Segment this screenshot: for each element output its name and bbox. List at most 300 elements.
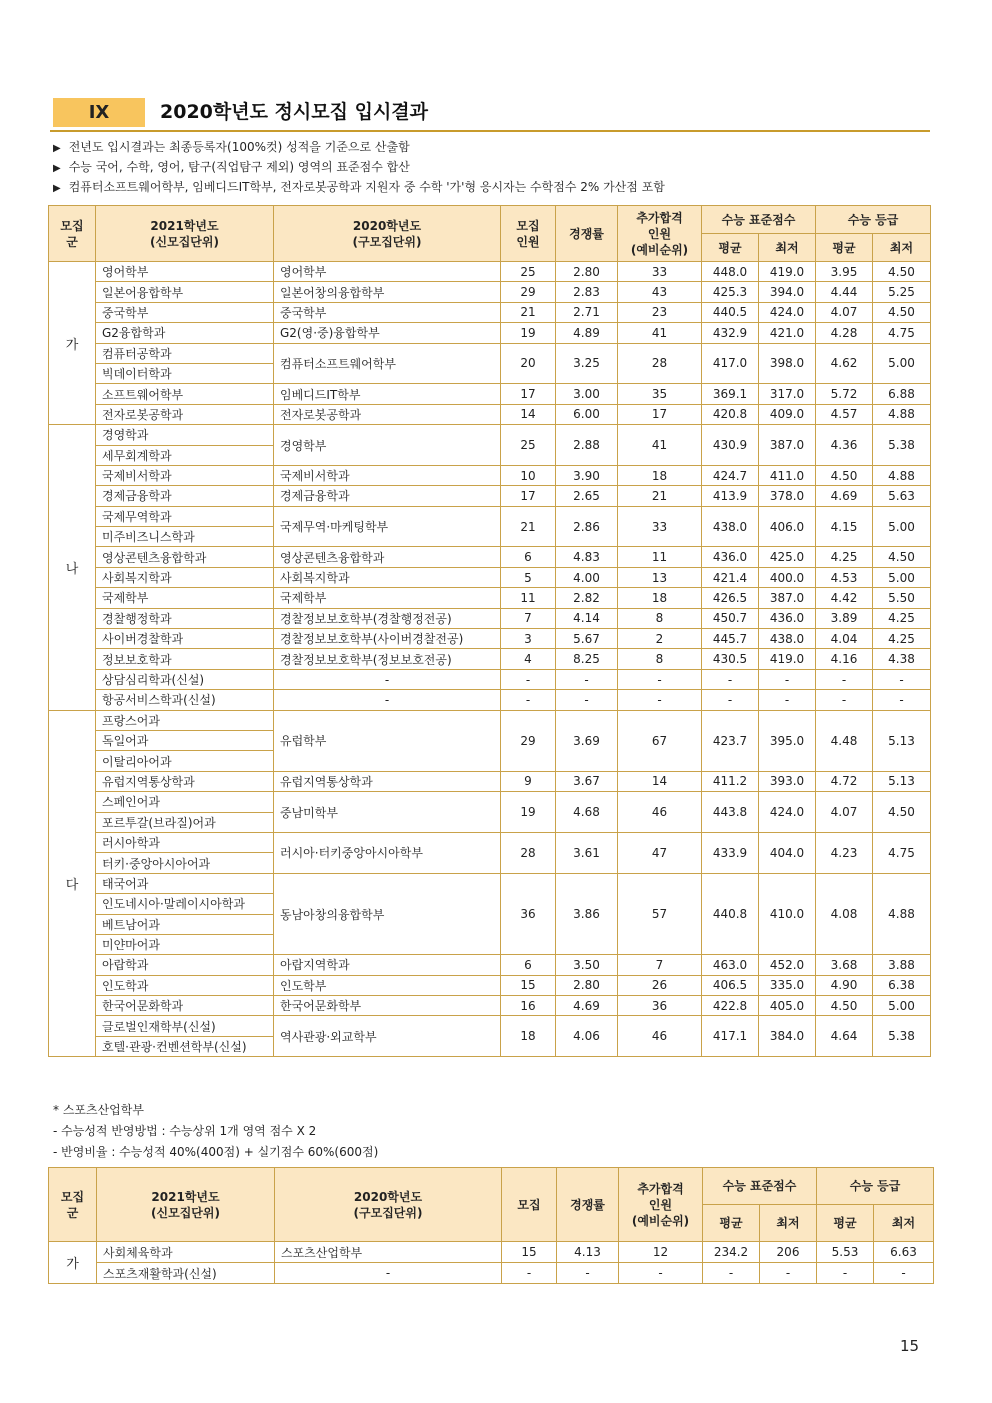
std-min-cell: 393.0 bbox=[759, 771, 816, 791]
header-quota: 모집 bbox=[502, 1168, 557, 1242]
grade-avg-cell: 4.69 bbox=[816, 486, 873, 506]
std-min-cell: 387.0 bbox=[759, 425, 816, 466]
extra-cell: 11 bbox=[618, 547, 702, 567]
dept-2021-cell: 영어학부 bbox=[96, 262, 274, 282]
grade-min-cell: 6.63 bbox=[874, 1242, 934, 1263]
table-row bbox=[49, 425, 931, 445]
grade-avg-cell: 4.16 bbox=[816, 649, 873, 669]
quota-cell: 14 bbox=[501, 404, 556, 424]
admission-results-table bbox=[48, 205, 931, 1057]
dept-2020-cell: 역사관광·외교학부 bbox=[274, 1016, 501, 1057]
dept-2021-cell: 사회체육학과 bbox=[97, 1242, 275, 1263]
grade-avg-cell: 4.04 bbox=[816, 629, 873, 649]
grade-min-cell: 4.50 bbox=[873, 547, 931, 567]
dept-2020-cell: 국제학부 bbox=[274, 588, 501, 608]
std-avg-cell: 438.0 bbox=[702, 506, 759, 547]
dept-2021-cell: 미얀마어과 bbox=[96, 934, 274, 954]
std-min-cell: - bbox=[759, 690, 816, 710]
std-min-cell: 398.0 bbox=[759, 343, 816, 384]
table-row bbox=[49, 996, 931, 1016]
table-row bbox=[49, 832, 931, 852]
ratio-cell: 4.83 bbox=[556, 547, 618, 567]
header-dept-2020: 2020학년도 (구모집단위) bbox=[274, 206, 501, 262]
grade-min-cell: 5.25 bbox=[873, 282, 931, 302]
grade-avg-cell: 4.36 bbox=[816, 425, 873, 466]
quota-cell: 6 bbox=[501, 955, 556, 975]
extra-cell: 18 bbox=[618, 588, 702, 608]
dept-2020-cell: 인도학부 bbox=[274, 975, 501, 995]
ratio-cell: 6.00 bbox=[556, 404, 618, 424]
table-row bbox=[49, 323, 931, 343]
dept-2021-cell: 일본어융합학부 bbox=[96, 282, 274, 302]
header-dept-2021: 2021학년도 (신모집단위) bbox=[96, 206, 274, 262]
std-avg-cell: 430.9 bbox=[702, 425, 759, 466]
std-avg-cell: - bbox=[702, 669, 759, 689]
std-min-cell: 387.0 bbox=[759, 588, 816, 608]
table-row bbox=[49, 975, 931, 995]
dept-2021-cell: 이탈리아어과 bbox=[96, 751, 274, 771]
dept-2021-cell: 사회복지학과 bbox=[96, 567, 274, 587]
table-row bbox=[49, 710, 931, 730]
extra-cell: 23 bbox=[618, 302, 702, 322]
dept-2020-cell: 한국어문화학부 bbox=[274, 996, 501, 1016]
std-min-cell: - bbox=[759, 669, 816, 689]
extra-cell: 67 bbox=[618, 710, 702, 771]
header-std-avg: 평균 bbox=[703, 1205, 760, 1242]
extra-cell: 2 bbox=[618, 629, 702, 649]
page-number: 15 bbox=[900, 1337, 920, 1355]
dept-2020-cell: 동남아창의융합학부 bbox=[274, 873, 501, 955]
extra-cell: 17 bbox=[618, 404, 702, 424]
dept-2021-cell: 스페인어과 bbox=[96, 792, 274, 812]
std-avg-cell: 440.8 bbox=[702, 873, 759, 955]
dept-2020-cell: 중남미학부 bbox=[274, 792, 501, 833]
dept-2021-cell: 인도학과 bbox=[96, 975, 274, 995]
grade-avg-cell: 4.08 bbox=[816, 873, 873, 955]
quota-cell: 25 bbox=[501, 262, 556, 282]
std-avg-cell: 436.0 bbox=[702, 547, 759, 567]
quota-cell: 17 bbox=[501, 486, 556, 506]
extra-cell: 47 bbox=[618, 832, 702, 873]
extra-cell: 14 bbox=[618, 771, 702, 791]
table-row bbox=[49, 404, 931, 424]
header-group: 모집 군 bbox=[49, 1168, 97, 1242]
std-min-cell: 400.0 bbox=[759, 567, 816, 587]
extra-cell: 18 bbox=[618, 465, 702, 485]
grade-min-cell: 4.25 bbox=[873, 608, 931, 628]
extra-cell: 33 bbox=[618, 506, 702, 547]
quota-cell: 18 bbox=[501, 1016, 556, 1057]
std-min-cell: 438.0 bbox=[759, 629, 816, 649]
table-row bbox=[49, 669, 931, 689]
std-min-cell: 410.0 bbox=[759, 873, 816, 955]
ratio-cell: 5.67 bbox=[556, 629, 618, 649]
extra-cell: 46 bbox=[618, 1016, 702, 1057]
grade-min-cell: 5.38 bbox=[873, 1016, 931, 1057]
dept-2021-cell: 한국어문화학과 bbox=[96, 996, 274, 1016]
grade-avg-cell: 4.48 bbox=[816, 710, 873, 771]
dept-2020-cell: 컴퓨터소프트웨어학부 bbox=[274, 343, 501, 384]
extra-cell: 43 bbox=[618, 282, 702, 302]
table-row bbox=[49, 873, 931, 893]
std-avg-cell: 430.5 bbox=[702, 649, 759, 669]
table-row bbox=[49, 302, 931, 322]
ratio-cell: 2.71 bbox=[556, 302, 618, 322]
dept-2020-cell: 경찰정보보호학부(경찰행정전공) bbox=[274, 608, 501, 628]
header-grade-avg: 평균 bbox=[816, 234, 873, 262]
header-dept-2021: 2021학년도 (신모집단위) bbox=[97, 1168, 275, 1242]
dept-2021-cell: 전자로봇공학과 bbox=[96, 404, 274, 424]
ratio-cell: 4.14 bbox=[556, 608, 618, 628]
ratio-cell: 3.50 bbox=[556, 955, 618, 975]
dept-2020-cell: 임베디드IT학부 bbox=[274, 384, 501, 404]
ratio-cell: 3.69 bbox=[556, 710, 618, 771]
table-row bbox=[49, 384, 931, 404]
std-avg-cell: 463.0 bbox=[702, 955, 759, 975]
extra-cell: 12 bbox=[619, 1242, 703, 1263]
grade-min-cell: 4.50 bbox=[873, 262, 931, 282]
header-std-score: 수능 표준점수 bbox=[702, 206, 816, 234]
group-cell: 나 bbox=[49, 425, 96, 710]
dept-2021-cell: 국제학부 bbox=[96, 588, 274, 608]
ratio-cell: 4.00 bbox=[556, 567, 618, 587]
extra-cell: - bbox=[618, 690, 702, 710]
quota-cell: 9 bbox=[501, 771, 556, 791]
extra-cell: 26 bbox=[618, 975, 702, 995]
dept-2021-cell: 항공서비스학과(신설) bbox=[96, 690, 274, 710]
dept-2021-cell: 유럽지역통상학과 bbox=[96, 771, 274, 791]
quota-cell: 3 bbox=[501, 629, 556, 649]
dept-2020-cell: 스포츠산업학부 bbox=[275, 1242, 502, 1263]
quota-cell: - bbox=[502, 1263, 557, 1284]
std-avg-cell: 417.1 bbox=[702, 1016, 759, 1057]
header-grade-avg: 평균 bbox=[817, 1205, 874, 1242]
note-item: ▶ 컴퓨터소프트웨어학부, 임베디드IT학부, 전자로봇공학과 지원자 중 수학 '가'형 응시자는 수학점수 2% 가산점 포함 bbox=[53, 180, 665, 194]
std-min-cell: 206 bbox=[760, 1242, 817, 1263]
header-extra: 추가합격 인원 (예비순위) bbox=[619, 1168, 703, 1242]
dept-2020-cell: 유럽학부 bbox=[274, 710, 501, 771]
dept-2021-cell: 경영학과 bbox=[96, 425, 274, 445]
table-row bbox=[49, 486, 931, 506]
grade-min-cell: 4.38 bbox=[873, 649, 931, 669]
std-min-cell: 419.0 bbox=[759, 262, 816, 282]
page-title: 2020학년도 정시모집 입시결과 bbox=[160, 101, 429, 123]
quota-cell: 6 bbox=[501, 547, 556, 567]
std-min-cell: 425.0 bbox=[759, 547, 816, 567]
std-avg-cell: 369.1 bbox=[702, 384, 759, 404]
ratio-cell: - bbox=[556, 690, 618, 710]
std-min-cell: 317.0 bbox=[759, 384, 816, 404]
grade-min-cell: 5.00 bbox=[873, 567, 931, 587]
std-avg-cell: 443.8 bbox=[702, 792, 759, 833]
dept-2020-cell: 국제비서학과 bbox=[274, 465, 501, 485]
dept-2021-cell: 터키·중앙아시아어과 bbox=[96, 853, 274, 873]
grade-avg-cell: 4.50 bbox=[816, 996, 873, 1016]
std-avg-cell: 425.3 bbox=[702, 282, 759, 302]
grade-avg-cell: 4.28 bbox=[816, 323, 873, 343]
std-avg-cell: 422.8 bbox=[702, 996, 759, 1016]
note-item: ▶ 수능 국어, 수학, 영어, 탐구(직업탐구 제외) 영역의 표준점수 합산 bbox=[53, 160, 410, 174]
grade-avg-cell: - bbox=[816, 669, 873, 689]
ratio-cell: 3.67 bbox=[556, 771, 618, 791]
dept-2021-cell: 세무회계학과 bbox=[96, 445, 274, 465]
grade-avg-cell: 4.57 bbox=[816, 404, 873, 424]
header-ratio: 경쟁률 bbox=[556, 206, 618, 262]
grade-min-cell: 5.00 bbox=[873, 506, 931, 547]
std-avg-cell: 450.7 bbox=[702, 608, 759, 628]
std-avg-cell: 423.7 bbox=[702, 710, 759, 771]
dept-2020-cell: 러시아·터키중앙아시아학부 bbox=[274, 832, 501, 873]
ratio-cell: 8.25 bbox=[556, 649, 618, 669]
ratio-cell: 2.88 bbox=[556, 425, 618, 466]
dept-2020-cell: 경찰정보보호학부(사이버경찰전공) bbox=[274, 629, 501, 649]
ratio-cell: - bbox=[557, 1263, 619, 1284]
extra-cell: 41 bbox=[618, 425, 702, 466]
dept-2021-cell: 경찰행정학과 bbox=[96, 608, 274, 628]
quota-cell: 21 bbox=[501, 506, 556, 547]
std-min-cell: 411.0 bbox=[759, 465, 816, 485]
dept-2021-cell: 글로벌인재학부(신설) bbox=[96, 1016, 274, 1036]
std-min-cell: 394.0 bbox=[759, 282, 816, 302]
grade-min-cell: 5.00 bbox=[873, 343, 931, 384]
dept-2021-cell: 독일어과 bbox=[96, 730, 274, 750]
ratio-cell: 2.80 bbox=[556, 975, 618, 995]
header-extra: 추가합격 인원 (예비순위) bbox=[618, 206, 702, 262]
dept-2021-cell: 포르투갈(브라질)어과 bbox=[96, 812, 274, 832]
dept-2021-cell: 태국어과 bbox=[96, 873, 274, 893]
sports-note: * 스포츠산업학부 bbox=[53, 1103, 144, 1117]
header-group: 모집 군 bbox=[49, 206, 96, 262]
std-min-cell: 335.0 bbox=[759, 975, 816, 995]
extra-cell: 57 bbox=[618, 873, 702, 955]
std-avg-cell: 445.7 bbox=[702, 629, 759, 649]
ratio-cell: 3.00 bbox=[556, 384, 618, 404]
std-avg-cell: 234.2 bbox=[703, 1242, 760, 1263]
dept-2021-cell: 국제무역학과 bbox=[96, 506, 274, 526]
extra-cell: 33 bbox=[618, 262, 702, 282]
ratio-cell: 2.83 bbox=[556, 282, 618, 302]
std-avg-cell: 411.2 bbox=[702, 771, 759, 791]
quota-cell: 17 bbox=[501, 384, 556, 404]
grade-avg-cell: 4.72 bbox=[816, 771, 873, 791]
grade-avg-cell: 3.89 bbox=[816, 608, 873, 628]
grade-min-cell: 4.88 bbox=[873, 465, 931, 485]
ratio-cell: 2.65 bbox=[556, 486, 618, 506]
ratio-cell: 4.68 bbox=[556, 792, 618, 833]
grade-avg-cell: 4.53 bbox=[816, 567, 873, 587]
grade-min-cell: 5.00 bbox=[873, 996, 931, 1016]
section-number-box bbox=[53, 98, 145, 127]
grade-min-cell: 6.38 bbox=[873, 975, 931, 995]
dept-2021-cell: 스포츠재활학과(신설) bbox=[97, 1263, 275, 1284]
group-cell: 가 bbox=[49, 262, 96, 425]
std-avg-cell: 417.0 bbox=[702, 343, 759, 384]
grade-avg-cell: 4.64 bbox=[816, 1016, 873, 1057]
std-avg-cell: 440.5 bbox=[702, 302, 759, 322]
extra-cell: 8 bbox=[618, 649, 702, 669]
table-row bbox=[49, 1242, 934, 1263]
dept-2020-cell: 영상콘텐츠융합학과 bbox=[274, 547, 501, 567]
quota-cell: 4 bbox=[501, 649, 556, 669]
grade-min-cell: 6.88 bbox=[873, 384, 931, 404]
table-row bbox=[49, 588, 931, 608]
dept-2021-cell: 러시아학과 bbox=[96, 832, 274, 852]
dept-2021-cell: 인도네시아·말레이시아학과 bbox=[96, 894, 274, 914]
quota-cell: 16 bbox=[501, 996, 556, 1016]
ratio-cell: 3.86 bbox=[556, 873, 618, 955]
ratio-cell: - bbox=[556, 669, 618, 689]
grade-avg-cell: 4.07 bbox=[816, 302, 873, 322]
grade-avg-cell: 4.50 bbox=[816, 465, 873, 485]
sports-results-table bbox=[48, 1167, 934, 1284]
dept-2021-cell: 호텔·관광·컨벤션학부(신설) bbox=[96, 1036, 274, 1056]
quota-cell: 15 bbox=[502, 1242, 557, 1263]
std-avg-cell: 413.9 bbox=[702, 486, 759, 506]
std-avg-cell: 420.8 bbox=[702, 404, 759, 424]
quota-cell: 28 bbox=[501, 832, 556, 873]
dept-2021-cell: 베트남어과 bbox=[96, 914, 274, 934]
grade-min-cell: 4.75 bbox=[873, 832, 931, 873]
dept-2021-cell: 아랍학과 bbox=[96, 955, 274, 975]
group-cell: 다 bbox=[49, 710, 96, 1057]
table-row bbox=[49, 465, 931, 485]
grade-min-cell: 5.13 bbox=[873, 710, 931, 771]
grade-avg-cell: 5.53 bbox=[817, 1242, 874, 1263]
std-min-cell: 409.0 bbox=[759, 404, 816, 424]
std-min-cell: 384.0 bbox=[759, 1016, 816, 1057]
triangle-bullet-icon: ▶ bbox=[53, 183, 61, 194]
dept-2021-cell: 중국학부 bbox=[96, 302, 274, 322]
grade-min-cell: 3.88 bbox=[873, 955, 931, 975]
title-divider bbox=[50, 130, 930, 132]
table-row bbox=[49, 690, 931, 710]
ratio-cell: 4.89 bbox=[556, 323, 618, 343]
grade-avg-cell: - bbox=[817, 1263, 874, 1284]
dept-2021-cell: 정보보호학과 bbox=[96, 649, 274, 669]
std-min-cell: 436.0 bbox=[759, 608, 816, 628]
grade-min-cell: 5.63 bbox=[873, 486, 931, 506]
sports-note: - 반영비율 : 수능성적 40%(400점) + 실기점수 60%(600점) bbox=[53, 1145, 379, 1159]
dept-2020-cell: 중국학부 bbox=[274, 302, 501, 322]
table-row bbox=[49, 506, 931, 526]
grade-avg-cell: 4.23 bbox=[816, 832, 873, 873]
std-min-cell: 419.0 bbox=[759, 649, 816, 669]
header-quota: 모집 인원 bbox=[501, 206, 556, 262]
std-min-cell: 424.0 bbox=[759, 302, 816, 322]
dept-2020-cell: - bbox=[274, 690, 501, 710]
header-grade: 수능 등급 bbox=[817, 1168, 934, 1205]
header-std-avg: 평균 bbox=[702, 234, 759, 262]
grade-min-cell: 4.50 bbox=[873, 302, 931, 322]
std-avg-cell: 421.4 bbox=[702, 567, 759, 587]
std-min-cell: 421.0 bbox=[759, 323, 816, 343]
ratio-cell: 4.06 bbox=[556, 1016, 618, 1057]
quota-cell: 15 bbox=[501, 975, 556, 995]
dept-2020-cell: G2(영·중)융합학부 bbox=[274, 323, 501, 343]
table-row bbox=[49, 343, 931, 363]
dept-2021-cell: 상담심리학과(신설) bbox=[96, 669, 274, 689]
extra-cell: 36 bbox=[618, 996, 702, 1016]
extra-cell: 7 bbox=[618, 955, 702, 975]
ratio-cell: 4.69 bbox=[556, 996, 618, 1016]
dept-2021-cell: 사이버경찰학과 bbox=[96, 629, 274, 649]
table-row bbox=[49, 955, 931, 975]
triangle-bullet-icon: ▶ bbox=[53, 143, 61, 154]
std-min-cell: 452.0 bbox=[759, 955, 816, 975]
quota-cell: 21 bbox=[501, 302, 556, 322]
dept-2021-cell: 미주비즈니스학과 bbox=[96, 527, 274, 547]
table-row bbox=[49, 649, 931, 669]
header-grade-min: 최저 bbox=[873, 234, 931, 262]
ratio-cell: 2.82 bbox=[556, 588, 618, 608]
grade-avg-cell: 5.72 bbox=[816, 384, 873, 404]
results-body bbox=[49, 262, 931, 1057]
dept-2021-cell: 경제금융학과 bbox=[96, 486, 274, 506]
dept-2021-cell: 소프트웨어학부 bbox=[96, 384, 274, 404]
table-row bbox=[49, 282, 931, 302]
quota-cell: 19 bbox=[501, 792, 556, 833]
quota-cell: 11 bbox=[501, 588, 556, 608]
quota-cell: 25 bbox=[501, 425, 556, 466]
std-avg-cell: 433.9 bbox=[702, 832, 759, 873]
grade-avg-cell: 4.25 bbox=[816, 547, 873, 567]
ratio-cell: 3.25 bbox=[556, 343, 618, 384]
quota-cell: - bbox=[501, 669, 556, 689]
grade-min-cell: 5.50 bbox=[873, 588, 931, 608]
quota-cell: 20 bbox=[501, 343, 556, 384]
dept-2020-cell: 전자로봇공학과 bbox=[274, 404, 501, 424]
std-min-cell: 378.0 bbox=[759, 486, 816, 506]
std-avg-cell: 406.5 bbox=[702, 975, 759, 995]
grade-min-cell: 5.13 bbox=[873, 771, 931, 791]
grade-avg-cell: 4.44 bbox=[816, 282, 873, 302]
table-row bbox=[49, 629, 931, 649]
grade-avg-cell: - bbox=[816, 690, 873, 710]
quota-cell: 29 bbox=[501, 710, 556, 771]
table-row bbox=[49, 792, 931, 812]
std-avg-cell: 424.7 bbox=[702, 465, 759, 485]
table-row bbox=[49, 771, 931, 791]
header-dept-2020: 2020학년도 (구모집단위) bbox=[275, 1168, 502, 1242]
ratio-cell: 3.90 bbox=[556, 465, 618, 485]
dept-2021-cell: G2융합학과 bbox=[96, 323, 274, 343]
dept-2020-cell: - bbox=[274, 669, 501, 689]
extra-cell: - bbox=[619, 1263, 703, 1284]
dept-2020-cell: 유럽지역통상학과 bbox=[274, 771, 501, 791]
std-min-cell: 406.0 bbox=[759, 506, 816, 547]
grade-min-cell: 4.50 bbox=[873, 792, 931, 833]
extra-cell: 41 bbox=[618, 323, 702, 343]
quota-cell: 5 bbox=[501, 567, 556, 587]
dept-2021-cell: 프랑스어과 bbox=[96, 710, 274, 730]
header-std-min: 최저 bbox=[759, 234, 816, 262]
sports-notes bbox=[53, 1100, 378, 1163]
extra-cell: - bbox=[618, 669, 702, 689]
ratio-cell: 4.13 bbox=[557, 1242, 619, 1263]
section-number: IX bbox=[88, 102, 110, 123]
note-item: ▶ 전년도 입시결과는 최종등록자(100%컷) 성적을 기준으로 산출함 bbox=[53, 140, 410, 154]
quota-cell: - bbox=[501, 690, 556, 710]
table-row bbox=[49, 262, 931, 282]
triangle-bullet-icon: ▶ bbox=[53, 163, 61, 174]
std-min-cell: 424.0 bbox=[759, 792, 816, 833]
std-min-cell: 395.0 bbox=[759, 710, 816, 771]
std-avg-cell: - bbox=[703, 1263, 760, 1284]
grade-min-cell: 4.88 bbox=[873, 404, 931, 424]
std-avg-cell: 432.9 bbox=[702, 323, 759, 343]
table-row bbox=[49, 1016, 931, 1036]
std-min-cell: 405.0 bbox=[759, 996, 816, 1016]
